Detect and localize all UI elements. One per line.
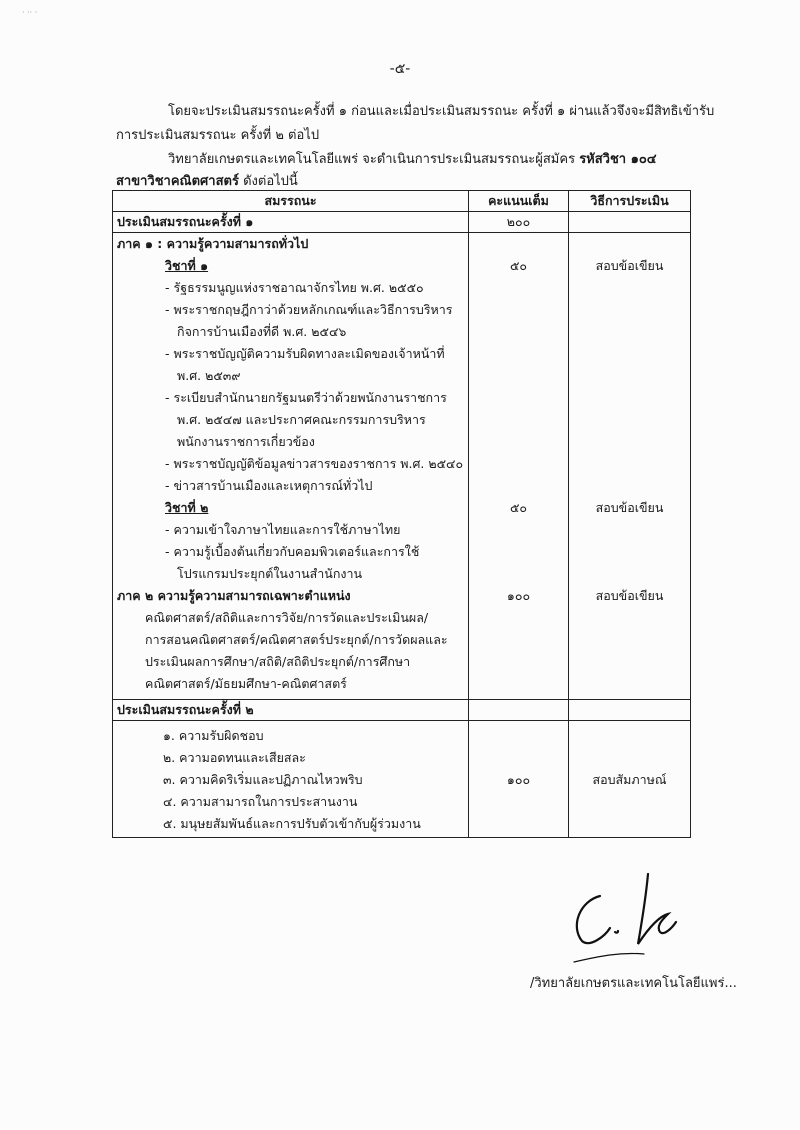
subject1-label: วิชาที่ ๑ [165,258,209,273]
list-item: - ความรู้เบื้องต้นเกี่ยวกับคอมพิวเตอร์และการใช้ [165,544,420,559]
part2-line: การสอนคณิตศาสตร์/คณิตศาสตร์ประยุกต์/การวัดผลและ [145,632,448,647]
subject2-method: สอบข้อเขียน [595,500,664,515]
list-item: โปรแกรมประยุกต์ในงานสำนักงาน [177,566,363,581]
list-item: พ.ศ. ๒๕๔๗ และประกาศคณะกรรมการบริหาร [177,412,426,427]
round1-score: ๒๐๐ [469,212,569,233]
part2-score: ๑๐๐ [506,588,531,603]
list-item: ๑. ความรับผิดชอบ [163,728,264,743]
signature [560,856,700,970]
scan-artifact: · ·· · [22,8,38,17]
intro-line-3 [168,148,657,169]
round1-methods-col [569,233,691,700]
subject2-score: ๕๐ [509,500,528,515]
list-item: ๓. ความคิดริเริ่มและปฏิภาณไหวพริบ [163,772,363,787]
part2-line: คณิตศาสตร์/สถิติและการวิจัย/การวัดและประเมินผล/ [145,610,429,625]
assessment-table [112,190,691,838]
subject-code: รหัสวิชา ๑๐๔ [579,152,657,167]
list-item: ๕. มนุษยสัมพันธ์และการปรับตัวเข้ากับผู้ร่วมงาน [163,816,421,831]
list-item: - ระเบียบสำนักนายกรัฐมนตรีว่าด้วยพนักงานราชการ [165,390,447,405]
round2-detail-row [113,721,691,838]
list-item: พ.ศ. ๒๕๓๙ [177,368,241,383]
header-full-score: คะแนนเต็ม [469,191,569,212]
round2-label: ประเมินสมรรถนะครั้งที่ ๒ [113,700,469,721]
table-header-row [113,191,691,212]
list-item: ๔. ความสามารถในการประสานงาน [163,794,358,809]
part1-label: ภาค ๑ : ความรู้ความสามารถทั่วไป [117,236,309,251]
round2-score: ๑๐๐ [506,772,531,787]
subject2-label: วิชาที่ ๒ [165,500,209,515]
round1-row [113,212,691,233]
round2-details [113,721,469,838]
part2-line: ประเมินผลการศึกษา/สถิติ/สถิติประยุกต์/การศึกษา [145,654,411,669]
major-name: สาขาวิชาคณิตศาสตร์ [116,174,239,189]
round2-score-col [469,721,569,838]
list-item: กิจการบ้านเมืองที่ดี พ.ศ. ๒๕๔๖ [177,324,347,339]
list-item: - พระราชบัญญัติข้อมูลข่าวสารของราชการ พ.ศ. ๒๕๔๐ [165,456,464,471]
round2-row [113,700,691,721]
header-method: วิธีการประเมิน [569,191,691,212]
list-item: - ความเข้าใจภาษาไทยและการใช้ภาษาไทย [165,522,401,537]
intro-line-1: โดยจะประเมินสมรรถนะครั้งที่ ๑ ก่อนและเมื่อประเมินสมรรถนะ ครั้งที่ ๑ ผ่านแล้วจึงจะมีสิทธิเข้ารับ [168,104,715,119]
list-item: - รัฐธรรมนูญแห่งราชอาณาจักรไทย พ.ศ. ๒๕๕๐ [165,280,424,295]
list-item: - ข่าวสารบ้านเมืองและเหตุการณ์ทั่วไป [165,478,373,493]
subject1-score: ๕๐ [509,258,528,273]
round1-details [113,233,469,700]
round2-method-col [569,721,691,838]
round1-detail-row [113,233,691,700]
round1-label: ประเมินสมรรถนะครั้งที่ ๑ [113,212,469,233]
list-item: ๒. ความอดทนและเสียสละ [163,750,306,765]
header-competency: สมรรถนะ [113,191,469,212]
part2-label: ภาค ๒ ความรู้ความสามารถเฉพาะตำแหน่ง [117,588,351,603]
intro-line-3-text: วิทยาลัยเกษตรและเทคโนโลยีแพร่ จะดำเนินการประเมินสมรรถนะผู้สมัคร [168,152,580,167]
list-item: พนักงานราชการเกี่ยวข้อง [177,434,315,449]
list-item: - พระราชกฤษฎีกาว่าด้วยหลักเกณฑ์และวิธีการบริหาร [165,302,453,317]
page-number: -๕- [389,61,411,77]
round2-method: สอบสัมภาษณ์ [592,772,667,787]
subject1-method: สอบข้อเขียน [595,258,664,273]
part2-method: สอบข้อเขียน [595,588,664,603]
intro-line-4-text: ดังต่อไปนี้ [238,174,298,189]
list-item: - พระราชบัญญัติความรับผิดทางละเมิดของเจ้าหน้าที่ [165,346,445,361]
round1-scores-col [469,233,569,700]
intro-line-2: การประเมินสมรรถนะ ครั้งที่ ๒ ต่อไป [116,128,320,143]
footer-continuation: /วิทยาลัยเกษตรและเทคโนโลยีแพร่... [530,976,737,991]
intro-line-4 [116,170,298,191]
part2-line: คณิตศาสตร์/มัธยมศึกษา-คณิตศาสตร์ [145,676,347,691]
